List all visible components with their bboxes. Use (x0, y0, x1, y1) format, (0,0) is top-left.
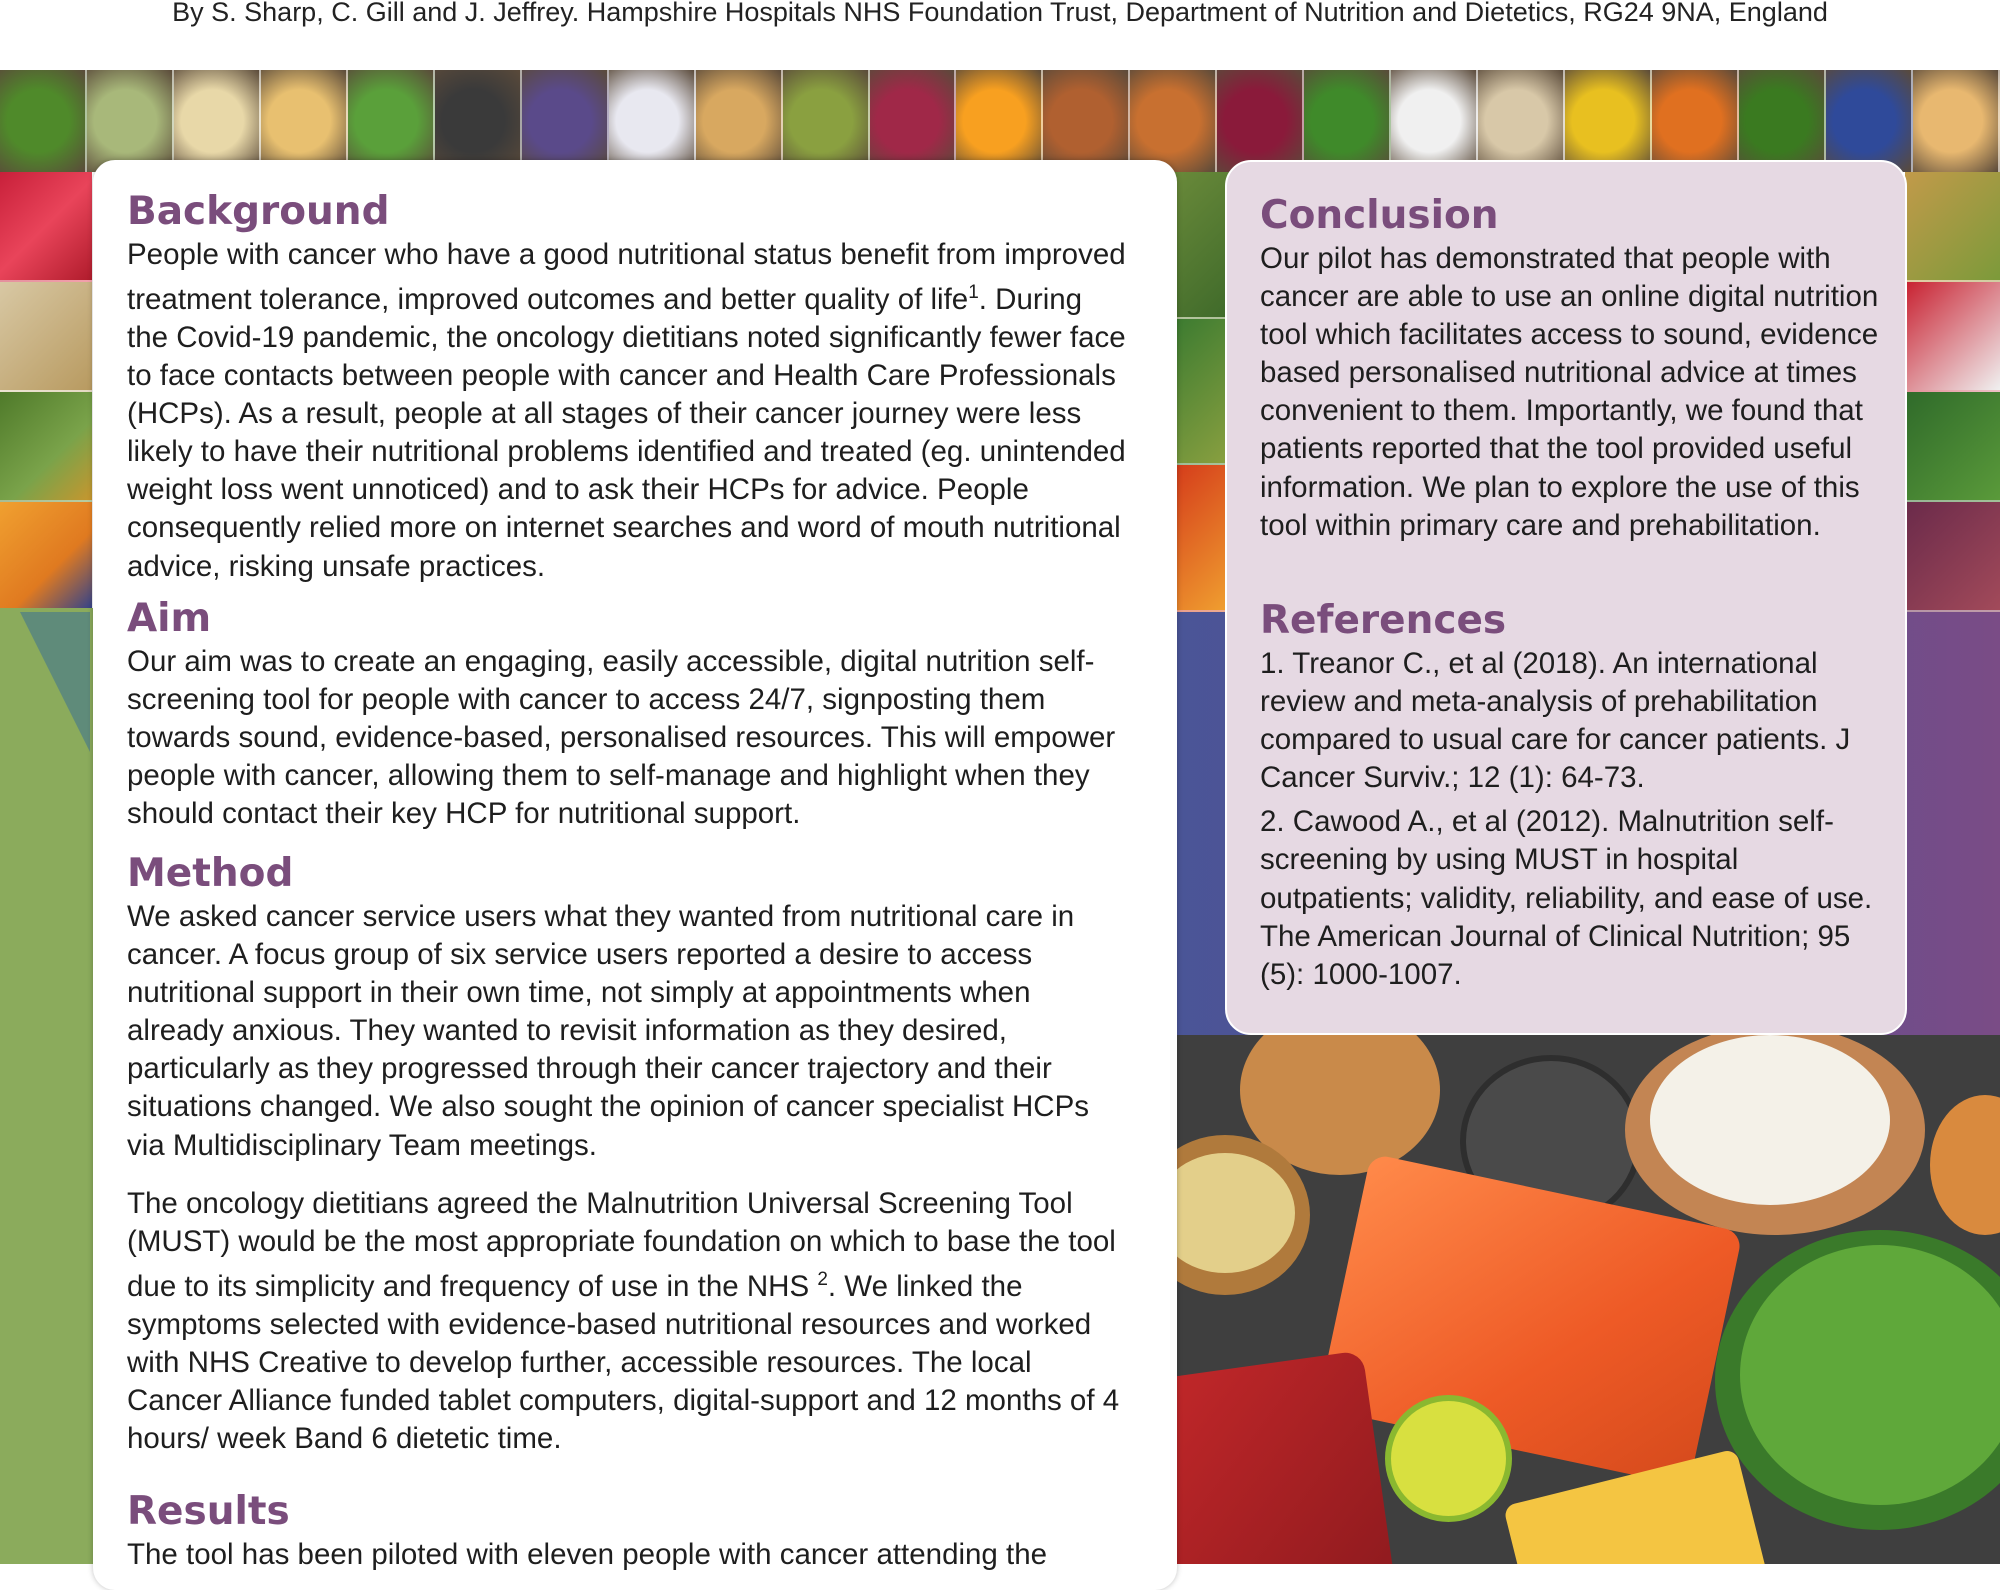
food-photo (1170, 1035, 2000, 1564)
background-text: People with cancer who have a good nutritional status benefit from improved treatment tolerance, improved outcomes and better quality of life$^1$. During the Covid-19 pandemic, the oncology dietitians noted significantly fewer face to face contacts between people with cancer and Health Care Professionals (HCPs). As a result, people at all stages of their cancer journey were less likely to have their nutritional problems identified and treated (eg. unintended weight loss went unnoticed) and to ask their HCPs for advice. People consequently relied more on internet searches and word of mouth nutritional advice, risking unsafe practices. (127, 238, 1126, 583)
tofu-image (1391, 70, 1478, 172)
figs-image (1905, 502, 2000, 612)
ginger-tea-image (0, 282, 92, 392)
middle-food-strip (1170, 172, 1230, 612)
results-heading: Results (127, 1489, 290, 1534)
egg (1930, 1095, 2000, 1235)
aim-heading: Aim (127, 596, 212, 641)
peanuts-image (696, 70, 783, 172)
milk-glasses-image (609, 70, 696, 172)
method-paragraph-2: The oncology dietitians agreed the Malnutrition Universal Screening Tool (MUST) would be the most appropriate foundation on which to base the tool due to its simplicity and frequency of use in the NHS $^2$. We linked the symptoms selected with evidence-based nutritional resources and worked with NHS Creative to develop further, accessible resources. The local Cancer Alliance funded tablet computers, digital-support and 12 months of 4 hours/ week Band 6 dietetic time. (127, 1186, 1120, 1456)
cranberries-image (1905, 282, 2000, 392)
method-heading: Method (127, 851, 294, 896)
conclusion-section (1260, 192, 1885, 545)
authors-line: By S. Sharp, C. Gill and J. Jeffrey. Hampshire Hospitals NHS Foundation Trust, Department of Nutrition and Dietetics, RG24 9NA, England (0, 0, 2000, 70)
references-heading: References (1260, 598, 1507, 643)
left-food-strip (0, 172, 92, 612)
greens-image (1170, 172, 1230, 319)
right-food-strip (1905, 172, 2000, 612)
reference-item: 2. Cawood A., et al (2012). Malnutrition self-screening by using MUST in hospital outpatients; validity, reliability, and ease of use. The American Journal of Clinical Nutrition; 95 (5): 1000-1007. (1260, 805, 1873, 991)
conclusion-card (1225, 160, 1907, 1035)
aim-text: Our aim was to create an engaging, easily accessible, digital nutrition self-screening tool for people with cancer to access 24/7, signposting them towards sound, evidence-based, personalised resources. This will empower people with cancer, allowing them to self-manage and highlight when they should contact their key HCP for nutritional support. (127, 645, 1116, 831)
apricots-image (0, 502, 92, 612)
background-section (127, 188, 1127, 586)
background-heading: Background (127, 189, 390, 234)
cinnamon-sticks-image (1043, 70, 1130, 172)
cardamom-pods-image (783, 70, 870, 172)
olive-oil-image (1565, 70, 1652, 172)
left-accent-triangle (20, 612, 90, 752)
beetroot-image (1217, 70, 1304, 172)
lime-half (1385, 1395, 1512, 1522)
peppers-image (1170, 465, 1230, 612)
herbs-image (1304, 70, 1391, 172)
pumpkin-image (1652, 70, 1739, 172)
radicchio-image (870, 70, 957, 172)
references-section (1260, 597, 1885, 994)
main-content-card (93, 160, 1177, 1590)
aim-section (127, 595, 1127, 833)
reference-item: 1. Treanor C., et al (2018). An international review and meta-analysis of prehabilitation compared to usual care for cancer patients. J Cancer Surviv.; 12 (1): 64-73. (1260, 647, 1851, 795)
cucumber-image (1170, 319, 1230, 466)
results-text: The tool has been piloted with eleven people with cancer attending the (127, 1538, 1048, 1571)
chickpeas-image (1913, 70, 2000, 172)
rocket-leaves-image (0, 70, 87, 172)
food-photo-banner (0, 70, 2000, 172)
tea-cup-image (1130, 70, 1217, 172)
orange-slices-image (956, 70, 1043, 172)
fennel-basket-image (87, 70, 174, 172)
herbs-image (0, 392, 92, 502)
plums-image (522, 70, 609, 172)
conclusion-text: Our pilot has demonstrated that people with cancer are able to use an online digital nutrition tool which facilitates access to sound, evidence based personalised nutritional advice at times convenient to them. Importantly, we found that patients reported that the tool provided useful information. We plan to explore the use of this tool within primary care and prehabilitation. (1260, 242, 1879, 542)
raspberries-image (0, 172, 92, 282)
cottage-cheese (1650, 1035, 1890, 1205)
conclusion-heading: Conclusion (1260, 193, 1499, 238)
melon-image (174, 70, 261, 172)
asparagus-image (1905, 172, 2000, 282)
method-paragraph-1: We asked cancer service users what they wanted from nutritional care in cancer. A focus group of six service users reported a desire to access nutritional support in their own time, not simply at appointments when already anxious. They wanted to revisit information as they desired, particularly as they progressed through their cancer trajectory and their situations changed. We also sought the opinion of cancer specialist HCPs via Multidisciplinary Team meetings. (127, 900, 1090, 1162)
lettuce-image (1905, 392, 2000, 502)
method-section (127, 850, 1127, 1458)
blueberries-image (1826, 70, 1913, 172)
red-meat (1170, 1350, 1396, 1564)
green-peas-image (348, 70, 435, 172)
cheese-wedge-image (261, 70, 348, 172)
spinach-image (1739, 70, 1826, 172)
coconut-image (1478, 70, 1565, 172)
results-section (127, 1488, 1127, 1574)
chia-seeds-image (435, 70, 522, 172)
